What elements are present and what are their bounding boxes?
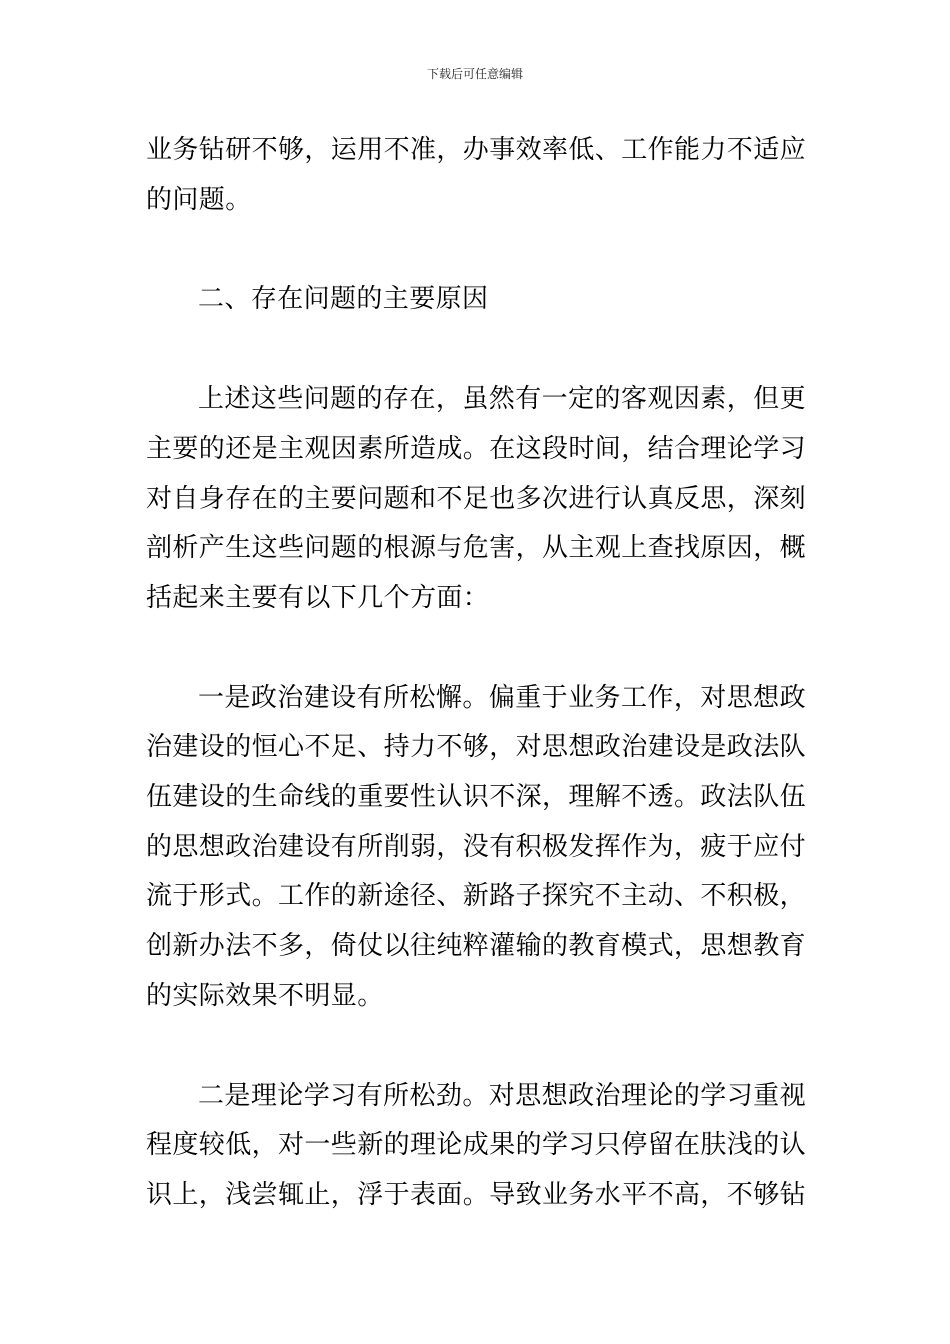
paragraph-gap [146,1022,806,1072]
paragraph-causes-intro: 上述这些问题的存在，虽然有一定的客观因素，但更主要的还是主观因素所造成。在这段时间，结合理论学习对自身存在的主要问题和不足也多次进行认真反思，深刻剖析产生这些问题的根源与危害，从主观上查找原因，概括起来主要有以下几个方面： [146,384,807,613]
page-header: 下载后可任意编辑 [426,67,523,81]
paragraph-theory-study: 二是理论学习有所松劲。对思想政治理论的学习重视程度较低，对一些新的理论成果的学习只停留在肤浅的认识上，浅尝辄止，浮于表面。导致业务水平不高，不够钻 [146,1080,807,1210]
paragraph-gap [146,624,806,674]
document-body [146,126,806,1221]
paragraph-gap [146,325,806,375]
paragraph-continuation: 业务钻研不够，运用不准，办事效率低、工作能力不适应的问题。 [146,135,807,215]
paragraph-gap [146,225,806,275]
section-heading: 二、存在问题的主要原因 [198,284,489,315]
paragraph-political-building: 一是政治建设有所松懈。偏重于业务工作，对思想政治建设的恒心不足、持力不够，对思想政治建设是政法队伍建设的生命线的重要性认识不深，理解不透。政法队伍的思想政治建设有所削弱，没有积极发挥作为，疲于应付流于形式。工作的新途径、新路子探究不主动、不积极，创新办法不多，倚仗以往纯粹灌输的教育模式，思想教育的实际效果不明显。 [146,682,807,1011]
